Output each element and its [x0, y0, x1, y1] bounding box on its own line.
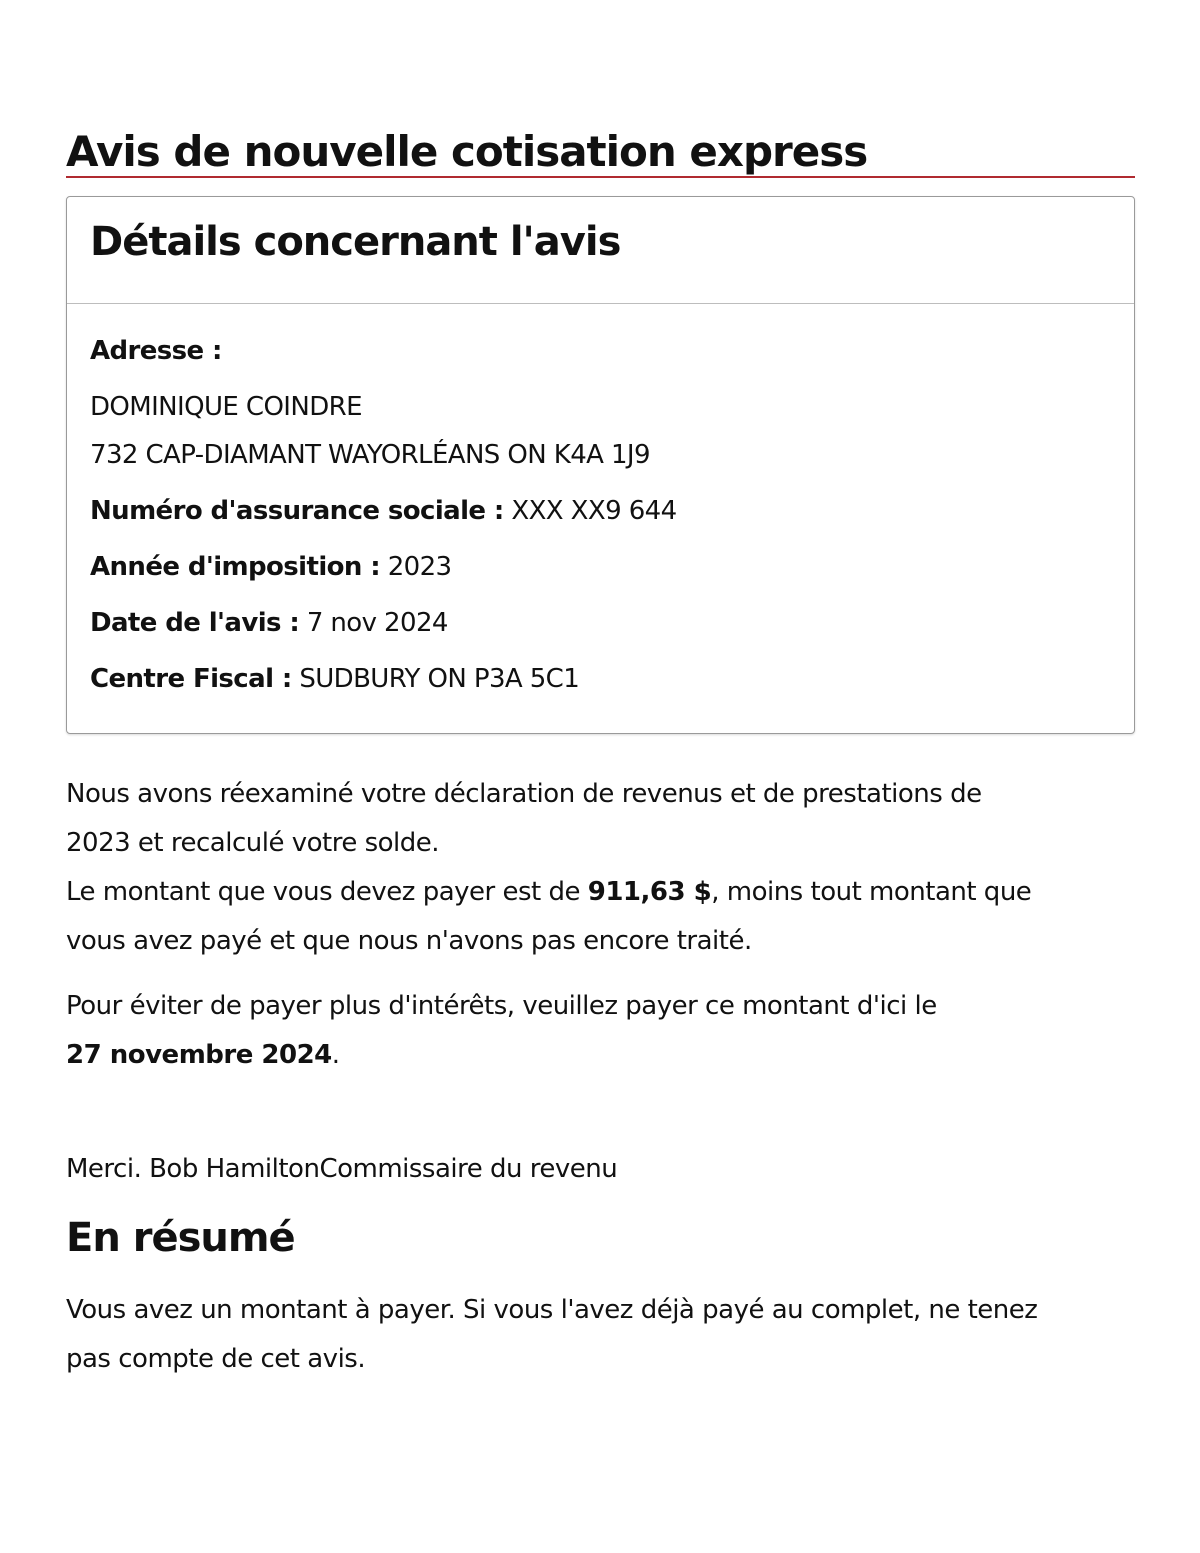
tax-year-value: 2023 — [387, 552, 452, 582]
reassessment-line-2: 2023 et recalculé votre solde. — [66, 828, 440, 858]
summary-heading: En résumé — [66, 1215, 295, 1261]
notice-details-heading: Détails concernant l'avis — [90, 219, 621, 265]
title-divider — [66, 176, 1135, 178]
tax-centre-value: SUDBURY ON P3A 5C1 — [299, 664, 580, 694]
due-date-period: . — [331, 1040, 340, 1070]
sin-label: Numéro d'assurance sociale : — [90, 496, 504, 526]
address-line: 732 CAP-DIAMANT WAYORLÉANS ON K4A 1J9 — [90, 440, 650, 470]
address-label-row — [90, 334, 222, 368]
summary-line-1: Vous avez un montant à payer. Si vous l'avez déjà payé au complet, ne tenez — [66, 1295, 1038, 1325]
amount-due-suffix: , moins tout montant que — [711, 877, 1032, 907]
interest-paragraph — [66, 982, 1135, 1080]
reassessment-paragraph — [66, 770, 1135, 966]
sin-value: XXX XX9 644 — [511, 496, 677, 526]
tax-centre-row — [90, 662, 579, 696]
signature: Merci. Bob HamiltonCommissaire du revenu — [66, 1154, 618, 1184]
notice-date-label: Date de l'avis : — [90, 608, 300, 638]
summary-line-2: pas compte de cet avis. — [66, 1344, 366, 1374]
amount-due-prefix: Le montant que vous devez payer est de — [66, 877, 588, 907]
amount-due-value: 911,63 $ — [587, 877, 712, 907]
notice-date-row — [90, 606, 448, 640]
summary-text — [66, 1286, 1135, 1384]
amount-due-line — [66, 868, 1135, 917]
due-date: 27 novembre 2024 — [66, 1040, 332, 1070]
tax-year-row — [90, 550, 452, 584]
notice-date-value: 7 nov 2024 — [306, 608, 448, 638]
tax-year-label: Année d'imposition : — [90, 552, 381, 582]
page-title: Avis de nouvelle cotisation express — [66, 127, 868, 176]
sin-row — [90, 494, 677, 528]
tax-centre-label: Centre Fiscal : — [90, 664, 292, 694]
amount-due-line-2: vous avez payé et que nous n'avons pas encore traité. — [66, 926, 752, 956]
interest-line-1: Pour éviter de payer plus d'intérêts, veuillez payer ce montant d'ici le — [66, 991, 937, 1021]
notice-details-header — [67, 197, 1134, 304]
address-name: DOMINIQUE COINDRE — [90, 392, 362, 422]
notice-details-card — [66, 196, 1135, 734]
due-date-line — [66, 1031, 1135, 1080]
address-label: Adresse : — [90, 336, 222, 366]
reassessment-line-1: Nous avons réexaminé votre déclaration de revenus et de prestations de — [66, 779, 982, 809]
